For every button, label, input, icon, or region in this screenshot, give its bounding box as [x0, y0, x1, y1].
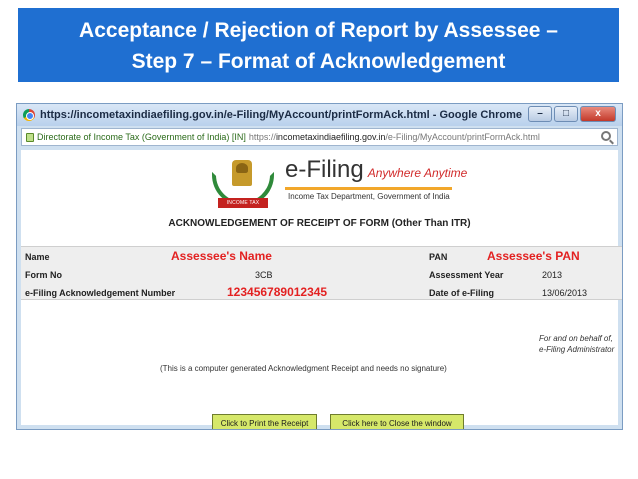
details-row-form — [21, 265, 623, 282]
ack-number-label: e-Filing Acknowledgement Number — [25, 288, 176, 298]
browser-titlebar — [17, 104, 622, 126]
assessment-year-label: Assessment Year — [429, 270, 504, 280]
address-bar[interactable] — [21, 128, 618, 146]
chrome-icon — [23, 109, 35, 121]
assessment-year-value: 2013 — [542, 270, 563, 280]
form-no-label: Form No — [25, 270, 62, 280]
income-tax-logo — [210, 158, 280, 214]
minimize-button[interactable]: – — [528, 106, 552, 122]
lock-icon — [26, 133, 34, 142]
efiling-date-value: 13/06/2013 — [542, 288, 588, 298]
browser-window — [16, 103, 623, 430]
brand-subtitle: Income Tax Department, Government of India — [288, 192, 450, 201]
logo-ribbon: INCOME TAX DEPARTMENT — [218, 198, 268, 208]
print-receipt-button[interactable]: Click to Print the Receipt — [212, 414, 317, 430]
close-window-page-button[interactable]: Click here to Close the window — [330, 414, 464, 430]
brand-tagline: Anywhere Anytime — [367, 166, 468, 180]
search-icon[interactable] — [601, 131, 611, 141]
page-content — [21, 150, 618, 428]
site-identity-badge[interactable]: Directorate of Income Tax (Government of India) [IN] — [37, 132, 246, 142]
name-label: Name — [25, 252, 50, 262]
details-row-name — [21, 247, 623, 264]
ack-number-value: 123456789012345 — [227, 285, 328, 299]
efiling-brand — [285, 156, 468, 201]
acknowledgement-heading: ACKNOWLEDGEMENT OF RECEIPT OF FORM (Other Than ITR) — [168, 218, 471, 229]
url-path: /e-Filing/MyAccount/printFormAck.html — [385, 132, 540, 142]
slide-title-line-2: Step 7 – Format of Acknowledgement — [131, 50, 506, 73]
url-prefix: https:// — [248, 132, 276, 142]
details-row-ack — [21, 283, 623, 300]
computer-generated-note: (This is a computer generated Acknowledgment Receipt and needs no signature) — [160, 364, 447, 373]
close-window-button[interactable]: x — [580, 106, 616, 122]
pan-label: PAN — [429, 252, 448, 262]
brand-name: e-Filing — [285, 156, 364, 183]
window-controls — [528, 106, 616, 122]
efiling-date-label: Date of e-Filing — [429, 288, 494, 298]
name-value: Assessee's Name — [171, 249, 272, 263]
behalf-line-1: For and on behalf of, — [539, 334, 613, 343]
pan-value: Assessee's PAN — [487, 249, 580, 263]
window-title: https://incometaxindiaefiling.gov.in/e-Filing/MyAccount/printFormAck.html - Google Chrome — [40, 109, 522, 121]
url-host: incometaxindiaefiling.gov.in — [275, 132, 386, 142]
slide-title-banner — [18, 8, 619, 82]
acknowledgement-details — [21, 246, 623, 300]
url-text[interactable] — [249, 132, 540, 142]
behalf-line-2: e-Filing Administrator — [539, 345, 615, 354]
maximize-button[interactable]: □ — [554, 106, 578, 122]
form-no-value: 3CB — [255, 270, 273, 280]
brand-underline — [285, 187, 452, 190]
slide-title-line-1: Acceptance / Rejection of Report by Assessee – — [79, 19, 558, 42]
on-behalf-of-text — [539, 333, 614, 355]
